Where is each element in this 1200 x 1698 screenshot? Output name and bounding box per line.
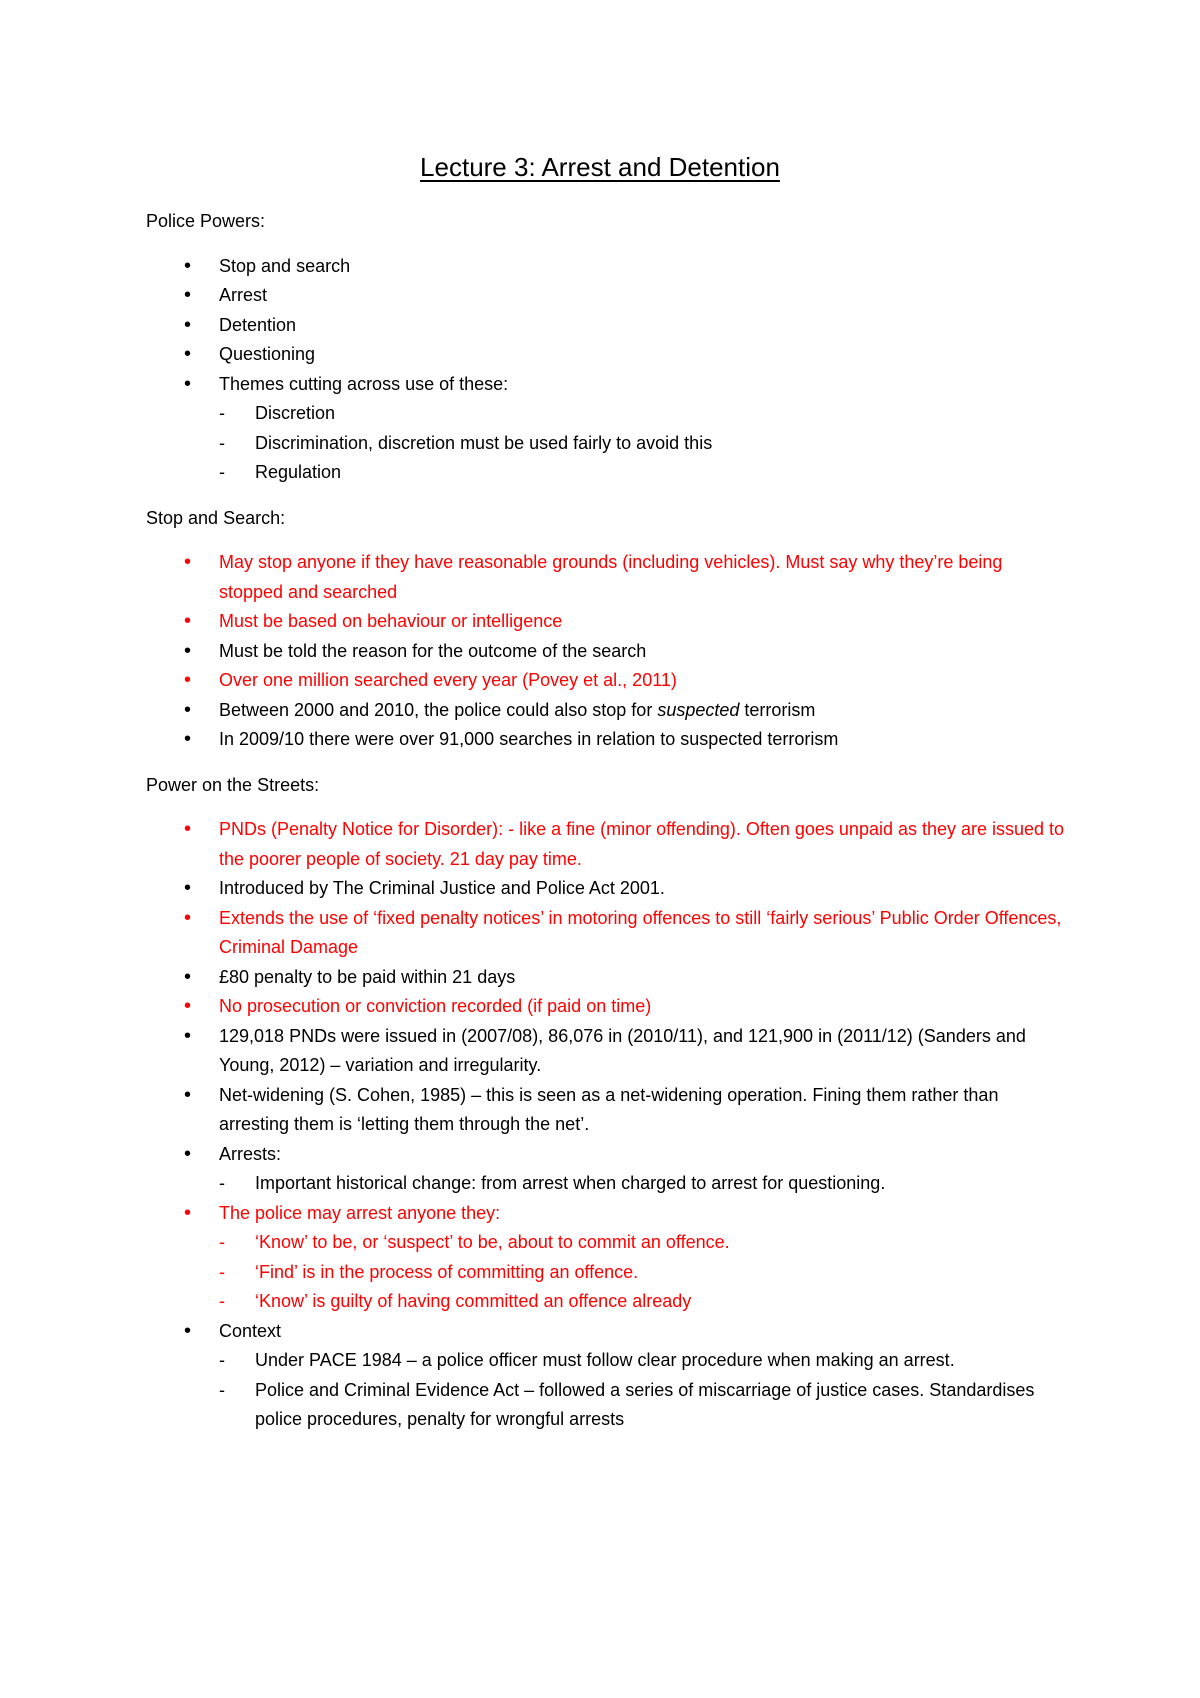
list-item: • Must be based on behaviour or intelligence [146, 607, 1066, 637]
list-item-text: Context [219, 1320, 282, 1341]
sub-list-item: - Police and Criminal Evidence Act – followed a series of miscarriage of justice cases. Standardises police procedures, penalty for wrongful arrests [219, 1376, 1066, 1435]
themes-sublist [219, 399, 1066, 488]
sub-list-item: - Discretion [219, 399, 1066, 429]
arrest-conditions-sublist [219, 1228, 1066, 1317]
list-item: • In 2009/10 there were over 91,000 searches in relation to suspected terrorism [146, 725, 1066, 755]
context-sublist [219, 1346, 1066, 1435]
sub-list-item: - Regulation [219, 458, 1066, 488]
list-item: • 129,018 PNDs were issued in (2007/08), 86,076 in (2010/11), and 121,900 in (2011/12) (Sanders and Young, 2012) – variation and irregularity. [146, 1022, 1066, 1081]
police-powers-list [146, 252, 1066, 488]
list-item-text: Themes cutting across use of these: [219, 373, 509, 394]
list-item [146, 370, 1066, 488]
list-item-text: Arrests: [219, 1143, 282, 1164]
list-item: • Arrest [146, 281, 1066, 311]
sub-list-item: - ‘Find’ is in the process of committing an offence. [219, 1258, 1066, 1288]
emphasis-text: suspected [657, 699, 740, 720]
sub-list-item: - Under PACE 1984 – a police officer must follow clear procedure when making an arrest. [219, 1346, 1066, 1376]
sub-list-item: - Discrimination, discretion must be used fairly to avoid this [219, 429, 1066, 459]
list-item: • Over one million searched every year (Povey et al., 2011) [146, 666, 1066, 696]
list-item: • No prosecution or conviction recorded (if paid on time) [146, 992, 1066, 1022]
list-item: • Stop and search [146, 252, 1066, 282]
list-item: • Net-widening (S. Cohen, 1985) – this is seen as a net-widening operation. Fining them rather than arresting them is ‘letting them through the net’. [146, 1081, 1066, 1140]
page-title: Lecture 3: Arrest and Detention [420, 152, 780, 182]
list-item: • May stop anyone if they have reasonable grounds (including vehicles). Must say why they’re being stopped and searched [146, 548, 1066, 607]
list-item: • Questioning [146, 340, 1066, 370]
sub-list-item: - ‘Know’ is guilty of having committed an offence already [219, 1287, 1066, 1317]
list-item: • PNDs (Penalty Notice for Disorder): - like a fine (minor offending). Often goes unpaid as they are issued to the poorer people of society. 21 day pay time. [146, 815, 1066, 874]
power-on-streets-list [146, 815, 1066, 1435]
section-heading-stop-and-search: Stop and Search: [146, 507, 286, 528]
list-item [146, 1140, 1066, 1199]
section-heading-police-powers: Police Powers: [146, 211, 266, 231]
stop-and-search-list [146, 548, 1066, 755]
list-item: • Introduced by The Criminal Justice and Police Act 2001. [146, 874, 1066, 904]
sub-list-item: - Important historical change: from arrest when charged to arrest for questioning. [219, 1169, 1066, 1199]
list-item [146, 696, 1066, 726]
list-item: • Extends the use of ‘fixed penalty notices’ in motoring offences to still ‘fairly serious’ Public Order Offences, Criminal Damage [146, 904, 1066, 963]
list-item: • Must be told the reason for the outcome of the search [146, 637, 1066, 667]
list-item-text: Between 2000 and 2010, the police could also stop for [219, 699, 658, 720]
document-body [146, 207, 1066, 1451]
sub-list-item: - ‘Know’ to be, or ‘suspect’ to be, about to commit an offence. [219, 1228, 1066, 1258]
list-item-text: The police may arrest anyone they: [219, 1202, 501, 1223]
list-item [146, 1317, 1066, 1435]
list-item: • £80 penalty to be paid within 21 days [146, 963, 1066, 993]
list-item-text: terrorism [739, 699, 816, 720]
list-item: • Detention [146, 311, 1066, 341]
arrests-sublist [219, 1169, 1066, 1199]
list-item [146, 1199, 1066, 1317]
section-heading-power-on-streets: Power on the Streets: [146, 774, 320, 795]
